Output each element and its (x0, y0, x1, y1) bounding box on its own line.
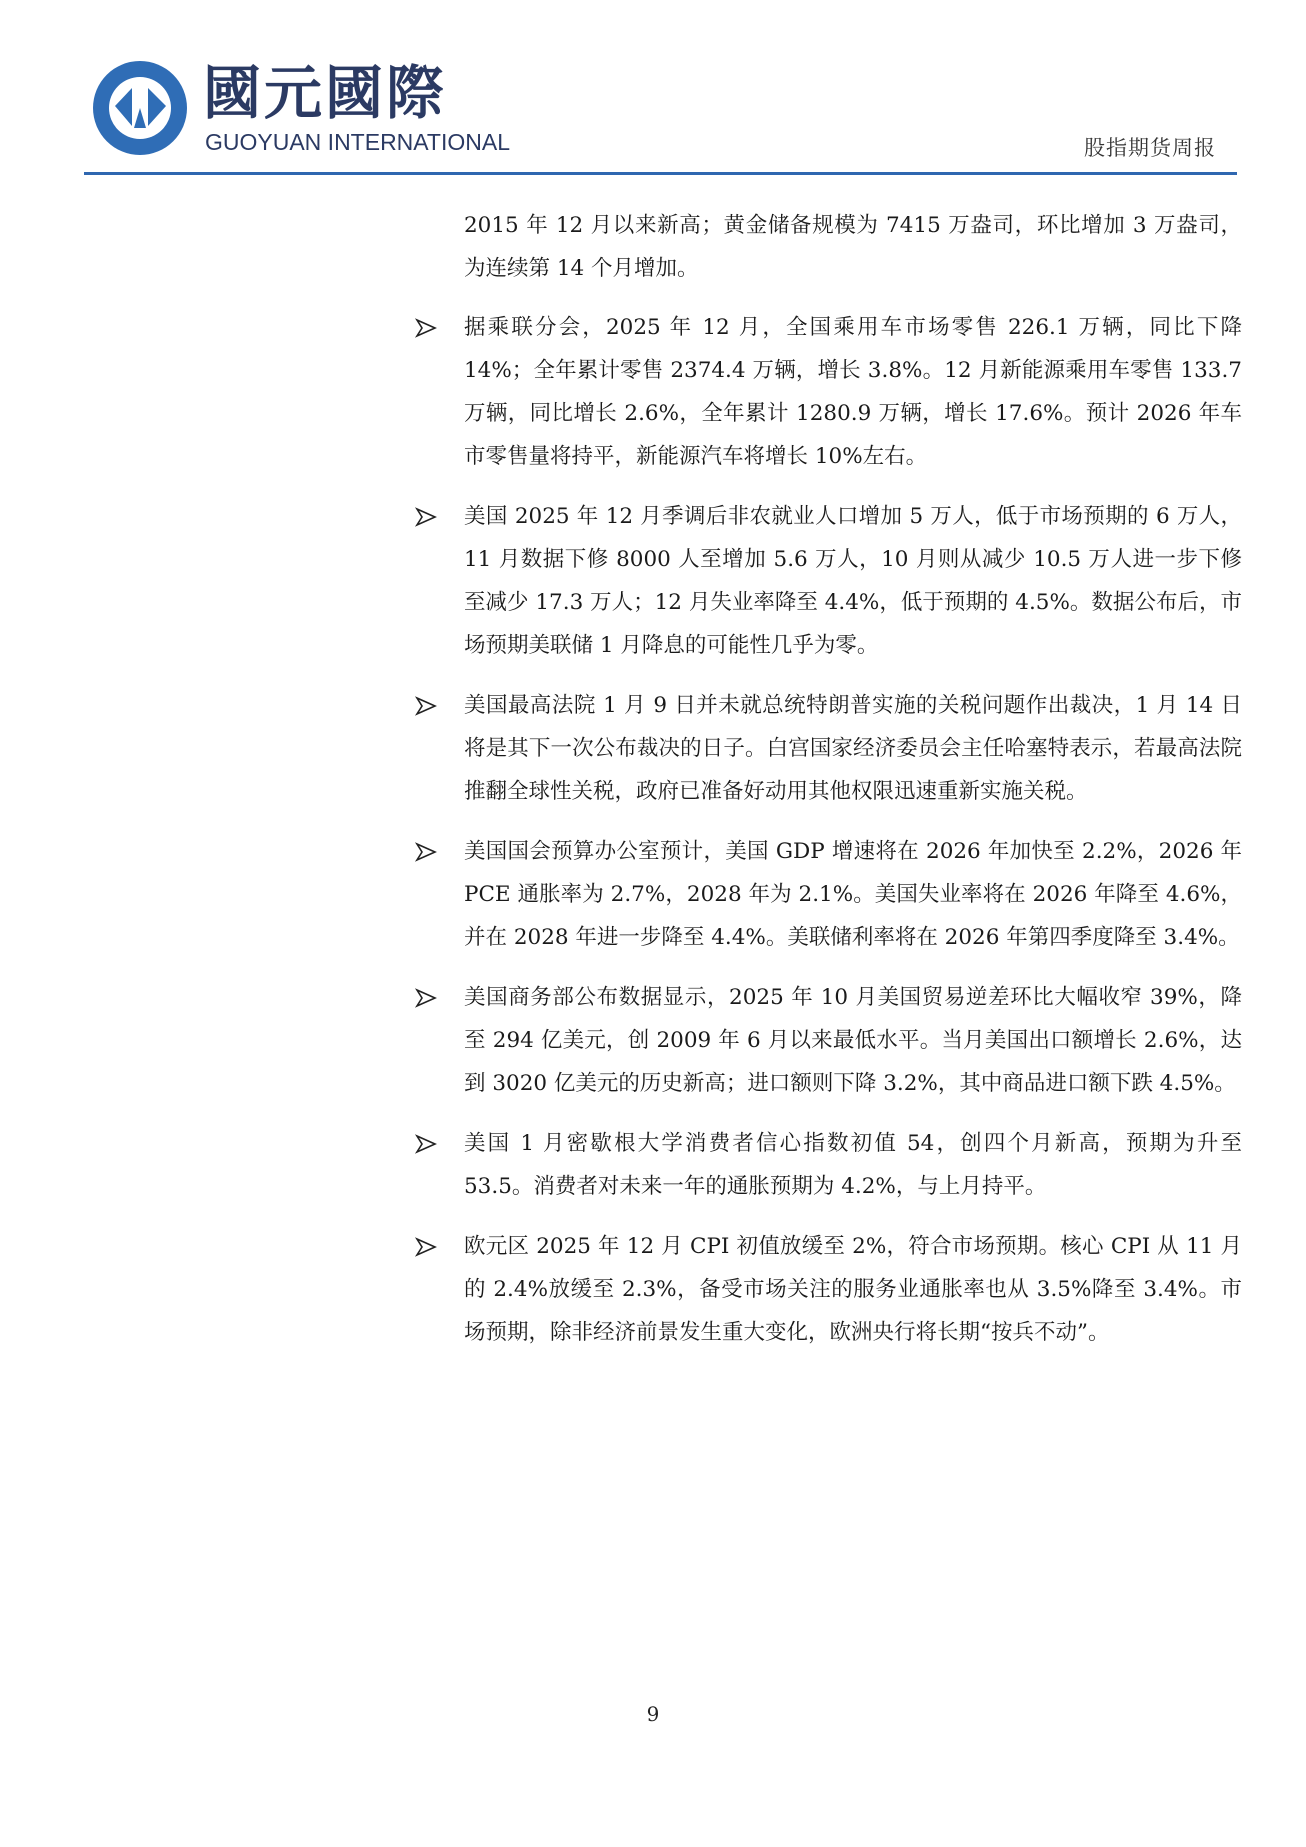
report-title: 股指期货周报 (1084, 136, 1216, 160)
arrow-bullet-icon (412, 1225, 442, 1268)
bullet-paragraph-3 (412, 684, 1242, 813)
bullet-text: 欧元区 2025 年 12 月 CPI 初值放缓至 2%，符合市场预期。核心 CPI 从 11 月的 2.4%放缓至 2.3%，备受市场关注的服务业通胀率也从 3.5%降至 3.4%。市场预期，除非经济前景发生重大变化，欧洲央行将长期“按兵不动”。 (464, 1234, 1242, 1345)
bullet-paragraph-5 (412, 976, 1242, 1105)
bullet-text: 美国商务部公布数据显示，2025 年 10 月美国贸易逆差环比大幅收窄 39%，降至 294 亿美元，创 2009 年 6 月以来最低水平。当月美国出口额增长 2.6%，达到 3020 亿美元的历史新高；进口额则下降 3.2%，其中商品进口额下跌 4.5%。 (464, 985, 1242, 1096)
logo-chinese-name: 國元國際 (203, 59, 448, 127)
arrow-bullet-icon (412, 1122, 442, 1165)
bullet-paragraph-6 (412, 1122, 1242, 1208)
bullet-paragraph-7 (412, 1225, 1242, 1354)
bullet-text: 据乘联分会，2025 年 12 月，全国乘用车市场零售 226.1 万辆，同比下降 14%；全年累计零售 2374.4 万辆，增长 3.8%。12 月新能源乘用车零售 133.7 万辆，同比增长 2.6%，全年累计 1280.9 万辆，增长 17.6%。预计 2026 年车市零售量将持平，新能源汽车将增长 10%左右。 (464, 315, 1242, 469)
bullet-text: 美国最高法院 1 月 9 日并未就总统特朗普实施的关税问题作出裁决，1 月 14 日将是其下一次公布裁决的日子。白宫国家经济委员会主任哈塞特表示，若最高法院推翻全球性关税，政府已准备好动用其他权限迅速重新实施关税。 (464, 693, 1242, 804)
arrow-bullet-icon (412, 495, 442, 538)
arrow-bullet-icon (412, 684, 442, 727)
bullet-text: 美国国会预算办公室预计，美国 GDP 增速将在 2026 年加快至 2.2%，2026 年 PCE 通胀率为 2.7%，2028 年为 2.1%。美国失业率将在 2026 年降至 4.6%，并在 2028 年进一步降至 4.4%。美联储利率将在 2026 年第四季度降至 3.4%。 (464, 839, 1242, 950)
page-number: 9 (646, 1702, 660, 1726)
arrow-bullet-icon (412, 306, 442, 349)
arrow-bullet-icon (412, 976, 442, 1019)
bullet-text: 美国 2025 年 12 月季调后非农就业人口增加 5 万人，低于市场预期的 6 万人，11 月数据下修 8000 人至增加 5.6 万人，10 月则从减少 10.5 万人进一步下修至减少 17.3 万人；12 月失业率降至 4.4%，低于预期的 4.5%。数据公布后，市场预期美联储 1 月降息的可能性几乎为零。 (464, 504, 1242, 658)
logo-english-name: GUOYUAN INTERNATIONAL (205, 129, 510, 155)
continuation-paragraph: 2015 年 12 月以来新高；黄金储备规模为 7415 万盎司，环比增加 3 万盎司，为连续第 14 个月增加。 (464, 213, 1242, 281)
bullet-text: 美国 1 月密歇根大学消费者信心指数初值 54，创四个月新高，预期为升至 53.5。消费者对未来一年的通胀预期为 4.2%，与上月持平。 (464, 1131, 1242, 1199)
arrow-bullet-icon (412, 830, 442, 873)
bullet-paragraph-2 (412, 495, 1242, 667)
page-header (0, 0, 1306, 180)
header-divider (84, 172, 1237, 175)
guoyuan-logo-icon (90, 58, 190, 158)
document-body (412, 204, 1242, 1371)
bullet-paragraph-4 (412, 830, 1242, 959)
bullet-paragraph-1 (412, 306, 1242, 478)
